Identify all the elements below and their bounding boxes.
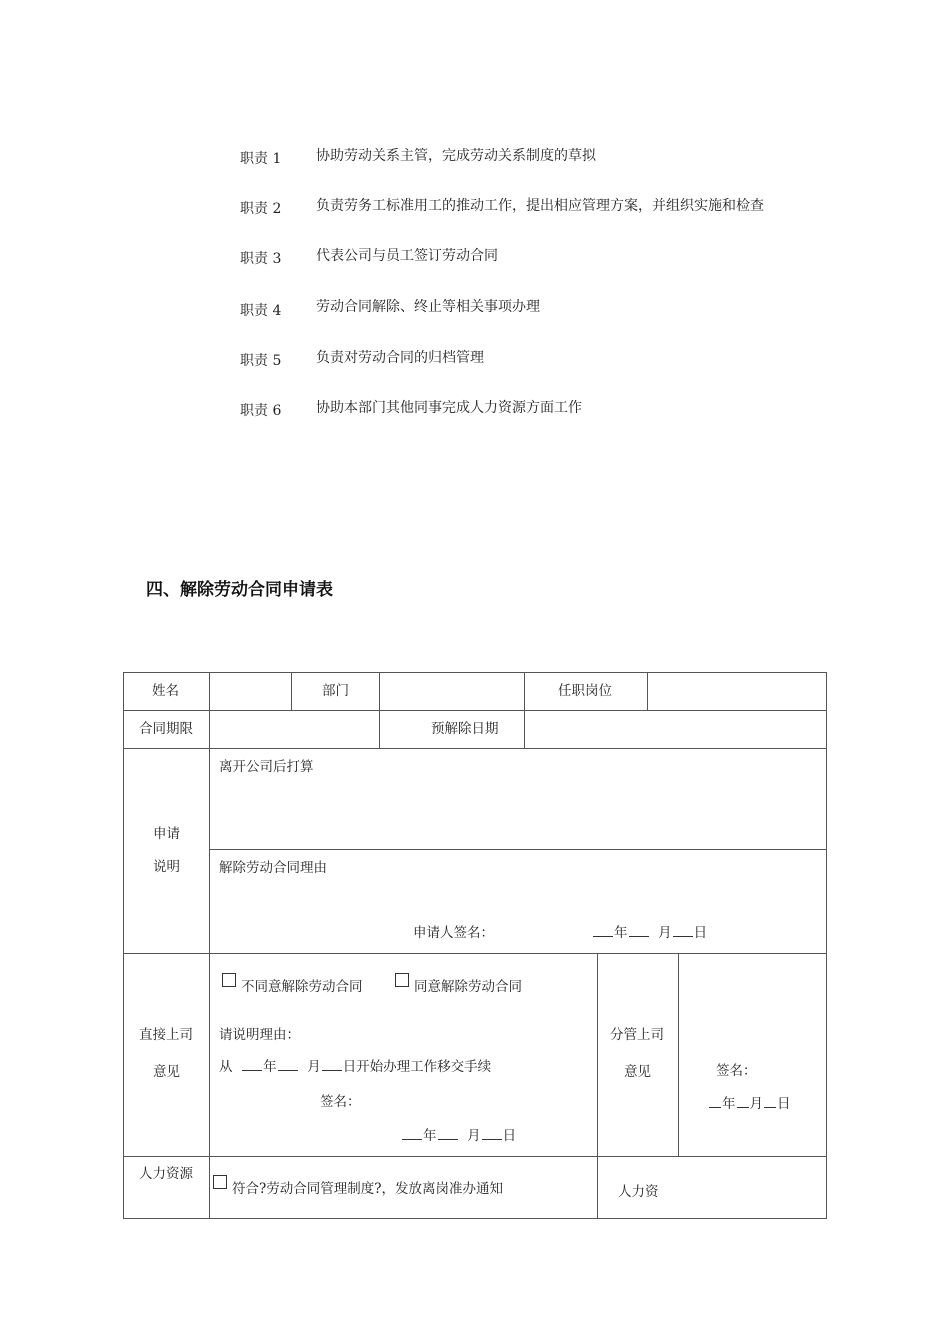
- duty-text: 协助本部门其他同事完成人力资源方面工作: [316, 400, 582, 416]
- table-border: [123, 1218, 827, 1219]
- table-border: [123, 748, 827, 749]
- table-border: [123, 672, 827, 673]
- hr-compliance-checkbox[interactable]: [213, 1175, 227, 1189]
- hr-compliance-label: 符合?劳动合同管理制度?，发放离岗准办通知: [232, 1181, 503, 1197]
- table-border: [123, 710, 827, 711]
- table-border: [123, 1156, 827, 1157]
- duty-text: 代表公司与员工签订劳动合同: [316, 248, 498, 264]
- manager-label-1: 分管上司: [610, 1027, 664, 1043]
- table-border: [209, 672, 210, 1219]
- handover-date-line: 从 年 月 日开始办理工作移交手续: [219, 1059, 492, 1075]
- position-field[interactable]: [650, 675, 823, 707]
- table-border: [379, 672, 380, 748]
- table-border: [524, 672, 525, 748]
- application-label-1: 申请: [153, 826, 180, 842]
- manager-signature-label: 签名：: [716, 1063, 757, 1079]
- name-field[interactable]: [212, 675, 288, 707]
- disagree-checkbox[interactable]: [222, 973, 236, 987]
- applicant-signature-label: 申请人签名：: [413, 925, 494, 941]
- table-border: [647, 672, 648, 710]
- planned-date-label: 预解除日期: [431, 721, 499, 737]
- manager-date: 年 月 日: [708, 1092, 791, 1112]
- planned-date-field[interactable]: [527, 713, 823, 745]
- name-label: 姓名: [152, 683, 179, 699]
- hr-right-label: 人力资: [618, 1184, 659, 1200]
- explain-reason-label: 请说明理由：: [219, 1027, 300, 1043]
- supervisor-date: 年 月 日: [401, 1124, 516, 1144]
- agree-label: 同意解除劳动合同: [414, 979, 522, 995]
- duty-label: 职责 4: [240, 303, 282, 319]
- applicant-date: 年 月 日: [592, 921, 707, 941]
- table-border: [678, 953, 679, 1156]
- plan-after-leaving-label: 离开公司后打算: [219, 759, 314, 775]
- duty-label: 职责 2: [240, 201, 282, 217]
- department-field[interactable]: [382, 675, 521, 707]
- duty-text: 劳动合同解除、终止等相关事项办理: [316, 299, 540, 315]
- duty-label: 职责 1: [240, 151, 282, 167]
- duty-text: 负责对劳动合同的归档管理: [316, 350, 484, 366]
- table-border: [597, 953, 598, 1219]
- termination-reason-label: 解除劳动合同理由: [219, 860, 327, 876]
- table-border: [123, 672, 124, 1219]
- supervisor-signature-label: 签名：: [320, 1094, 361, 1110]
- supervisor-label-1: 直接上司: [139, 1027, 193, 1043]
- contract-term-label: 合同期限: [139, 721, 193, 737]
- duty-label: 职责 3: [240, 251, 282, 267]
- disagree-label: 不同意解除劳动合同: [241, 979, 363, 995]
- duty-label: 职责 6: [240, 403, 282, 419]
- hr-label: 人力资源: [139, 1166, 193, 1182]
- table-border: [826, 672, 827, 1219]
- table-border: [123, 953, 827, 954]
- supervisor-label-2: 意见: [153, 1064, 180, 1080]
- position-label: 任职岗位: [558, 683, 612, 699]
- section-title: 四、解除劳动合同申请表: [146, 580, 333, 600]
- agree-checkbox[interactable]: [395, 973, 409, 987]
- table-border: [209, 849, 827, 850]
- plan-after-leaving-field[interactable]: [212, 775, 822, 845]
- table-border: [291, 672, 292, 710]
- department-label: 部门: [322, 683, 349, 699]
- application-label-2: 说明: [153, 859, 180, 875]
- duty-text: 协助劳动关系主管，完成劳动关系制度的草拟: [316, 148, 596, 164]
- manager-label-2: 意见: [624, 1064, 651, 1080]
- duty-label: 职责 5: [240, 353, 282, 369]
- contract-term-field[interactable]: [212, 713, 376, 745]
- duty-text: 负责劳务工标准用工的推动工作，提出相应管理方案，并组织实施和检查: [316, 198, 764, 214]
- termination-reason-field[interactable]: [212, 876, 822, 916]
